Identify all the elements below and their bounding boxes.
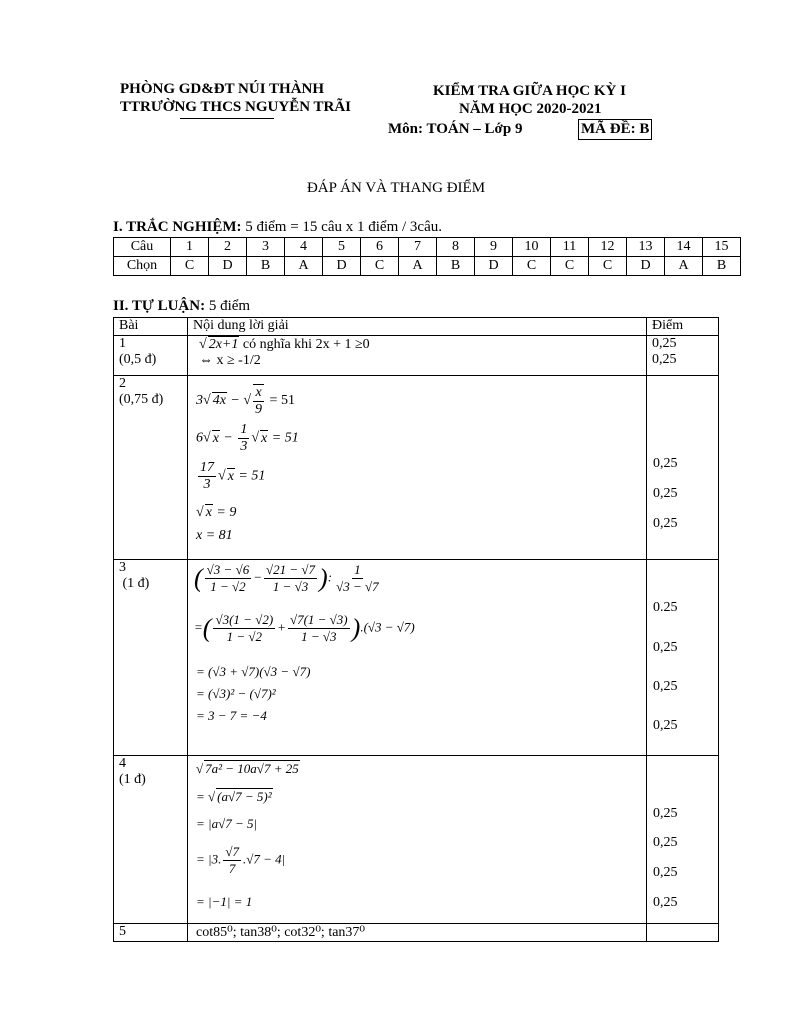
sqrt-symbol: √ — [196, 761, 204, 776]
q4-line-5: = |−1| = 1 — [196, 894, 253, 909]
sqrt-symbol: √ — [199, 337, 207, 352]
header-underline — [180, 118, 274, 119]
mcq-answer: D — [475, 257, 513, 276]
mcq-q-num: 12 — [589, 238, 627, 257]
school-name: TTRƯỜNG THCS NGUYỄN TRÃI — [120, 99, 352, 115]
school-year: NĂM HỌC 2020-2021 — [459, 101, 602, 117]
mcq-answer: C — [361, 257, 399, 276]
solution-header-row — [114, 318, 719, 336]
q2-l2-coef: 6 — [196, 430, 203, 446]
col-header-content: Nội dung lời giải — [188, 318, 647, 336]
part2-heading — [113, 298, 250, 315]
q4-line-4 — [196, 844, 285, 877]
q2-score-1: 0,25 — [653, 456, 678, 471]
paren-open: ( — [202, 613, 212, 643]
exam-code: MÃ ĐỀ: B — [578, 119, 652, 140]
problem-row-5 — [114, 924, 719, 942]
problem-row-2 — [114, 376, 719, 560]
mcq-q-num: 6 — [361, 238, 399, 257]
paren-close: ) — [319, 563, 328, 593]
problem-2-points: (0,75 đ) — [119, 392, 164, 407]
q3-l1-f3-den: √3 − √7 — [336, 579, 379, 594]
sqrt-symbol: √ — [218, 468, 226, 484]
problem-2-number: 2 — [119, 376, 126, 391]
mcq-answer: A — [399, 257, 437, 276]
q3-l2-f1-num: √3(1 − √2) — [215, 612, 274, 627]
q4-l4-frac — [223, 844, 241, 877]
q2-line-2: 6√ x − $\frac{1}{3}$ √ x = 51 — [196, 422, 299, 454]
q2-l1-rad: 4x — [212, 393, 226, 409]
mcq-q-num: 15 — [703, 238, 741, 257]
problem-5-content: cot85⁰; tan38⁰; cot32⁰; tan37⁰ — [188, 924, 647, 942]
part1-label: I. TRẮC NGHIỆM: — [113, 219, 242, 235]
q2-l3-den: 3 — [203, 477, 211, 492]
problem-4-number: 4 — [119, 756, 126, 771]
mcq-answer: C — [551, 257, 589, 276]
q3-line-2: =( $\frac{√3(1 - √2)}{1 - √2}$ + $\frac{√7(1 - √3)}{1 - √3}$ ).(√3 − √7) — [194, 612, 415, 644]
problem-4-solution — [188, 756, 647, 924]
q3-l1-f3-num: 1 — [354, 562, 361, 577]
q2-l1-den: 9 — [255, 402, 263, 417]
mcq-question-label: Câu — [114, 238, 171, 257]
mcq-answer: D — [209, 257, 247, 276]
q3-l2-frac-1 — [213, 612, 275, 645]
q3-score-3: 0,25 — [653, 679, 678, 694]
q2-l3-frac — [198, 460, 216, 493]
problem-row-3 — [114, 560, 719, 756]
mcq-answer: C — [513, 257, 551, 276]
q4-l4-a: = |3. — [196, 851, 222, 867]
q3-line-4: = (√3)² − (√7)² — [196, 686, 276, 701]
q3-l1-frac-2 — [264, 562, 317, 595]
problem-2-label — [114, 376, 188, 560]
subject-grade: Môn: TOÁN – Lớp 9 — [388, 121, 523, 137]
q2-l1-coef: 3 — [196, 393, 203, 409]
part1-heading — [113, 219, 442, 236]
paren-open: ( — [194, 563, 203, 593]
q2-score-3: 0,25 — [653, 516, 678, 531]
q1-condition: có nghĩa khi 2x + 1 ≥0 — [242, 337, 370, 352]
problem-4-label — [114, 756, 188, 924]
mcq-answer: A — [285, 257, 323, 276]
problem-3-number: 3 — [119, 560, 126, 575]
q3-line-1: ( $\frac{√3 - √6}{1 - √2}$ − $\frac{√21 - √7}{1 - √3}$ ): $\frac{1}{√3 - √7}$ — [194, 562, 379, 594]
q4-l4-num: √7 — [225, 844, 239, 859]
mcq-answer: D — [323, 257, 361, 276]
q4-l4-b: .√7 − 4| — [243, 851, 286, 867]
q4-line-3: = |a√7 − 5| — [196, 816, 258, 831]
q4-score-4: 0,25 — [653, 895, 678, 910]
mcq-q-num: 8 — [437, 238, 475, 257]
col-header-score: Điểm — [647, 318, 719, 336]
sqrt-symbol: √ — [251, 430, 260, 446]
mcq-answer-label: Chọn — [114, 257, 171, 276]
q4-line-1 — [196, 760, 300, 777]
exam-title: KIỂM TRA GIỮA HỌC KỲ I — [433, 83, 626, 99]
mcq-q-num: 3 — [247, 238, 285, 257]
q1-score-1: 0,25 — [652, 336, 677, 351]
mcq-q-num: 10 — [513, 238, 551, 257]
problem-row-4 — [114, 756, 719, 924]
q3-score-2: 0,25 — [653, 640, 678, 655]
sqrt-symbol: √ — [208, 789, 216, 804]
q2-l2-rad: x — [212, 430, 219, 446]
q2-l2-frac — [238, 422, 249, 455]
problem-2-scores — [647, 376, 719, 560]
sqrt-symbol: √ — [203, 430, 211, 446]
q3-l1-f2-den: 1 − √3 — [272, 579, 309, 594]
q2-line-5: x = 81 — [196, 528, 233, 543]
sqrt-symbol: √ — [243, 393, 252, 409]
answer-key-title: ĐÁP ÁN VÀ THANG ĐIỂM — [306, 180, 486, 196]
problem-4-scores — [647, 756, 719, 924]
q3-l2-f2-num: √7(1 − √3) — [289, 612, 348, 627]
q3-score-1: 0.25 — [653, 600, 678, 615]
q3-l1-frac-1 — [205, 562, 252, 595]
q1-line-1 — [199, 336, 646, 353]
q2-line-1: 3√ 4x − √ $\frac{x}{9}$ = 51 — [196, 385, 295, 417]
mcq-q-num: 14 — [665, 238, 703, 257]
paren-close: ) — [351, 613, 361, 643]
mcq-q-num: 2 — [209, 238, 247, 257]
mcq-answer: C — [171, 257, 209, 276]
q4-line-2: = √ (a√7 − 5)² — [196, 789, 272, 804]
problem-1-points: (0,5 đ) — [119, 352, 157, 367]
mcq-answer: C — [589, 257, 627, 276]
q3-l1-f1-num: √3 − √6 — [206, 562, 250, 577]
mcq-q-num: 4 — [285, 238, 323, 257]
q3-l2-f2-den: 1 − √3 — [301, 629, 337, 644]
part2-label: II. TỰ LUẬN: — [113, 298, 206, 314]
problem-3-solution — [188, 560, 647, 756]
col-header-bai: Bài — [114, 318, 188, 336]
solution-table — [113, 317, 719, 942]
mcq-answer: B — [437, 257, 475, 276]
q3-line-5: = 3 − 7 = −4 — [196, 708, 267, 723]
problem-1-scores — [647, 336, 719, 376]
problem-5-score — [647, 924, 719, 942]
q2-l3-rhs: = 51 — [238, 468, 266, 484]
mcq-q-num: 7 — [399, 238, 437, 257]
q3-l2-f1-den: 1 − √2 — [226, 629, 263, 644]
problem-1-label — [114, 336, 188, 376]
problem-row-1 — [114, 336, 719, 376]
q2-l3-rad: x — [227, 468, 234, 484]
q3-l2-tail: .(√3 − √7) — [360, 619, 415, 635]
q2-score-2: 0,25 — [653, 486, 678, 501]
part2-desc: 5 điểm — [205, 298, 251, 314]
q4-score-3: 0,25 — [653, 865, 678, 880]
q1-radicand: 2x+1 — [208, 337, 239, 352]
q3-l1-f1-den: 1 − √2 — [210, 579, 246, 594]
mcq-q-num: 13 — [627, 238, 665, 257]
mcq-answer-row — [114, 257, 741, 276]
q2-l1-num: x — [255, 385, 262, 400]
q1-line-2: ⇔ x ≥ -1/2 — [199, 353, 261, 368]
mcq-q-num: 5 — [323, 238, 361, 257]
problem-3-scores — [647, 560, 719, 756]
part1-desc: 5 điểm = 15 câu x 1 điểm / 3câu. — [241, 219, 442, 235]
problem-1-solution — [188, 336, 647, 376]
problem-1-number: 1 — [119, 336, 126, 351]
q3-l1-frac-3 — [334, 562, 381, 595]
q2-line-3 — [196, 460, 265, 493]
sqrt-symbol: √ — [196, 505, 204, 520]
q2-l4-rad: x — [205, 505, 212, 520]
q3-score-4: 0,25 — [653, 718, 678, 733]
department-name: PHÒNG GD&ĐT NÚI THÀNH — [120, 81, 325, 97]
sqrt-symbol: √ — [203, 393, 211, 409]
q4-l1-rad: 7a² − 10a√7 + 25 — [205, 761, 299, 776]
q2-l1-frac — [253, 384, 264, 418]
q1-score-2: 0,25 — [652, 352, 677, 367]
problem-3-points: (1 đ) — [119, 576, 150, 591]
mcq-answer: B — [247, 257, 285, 276]
q3-line-3: = (√3 + √7)(√3 − √7) — [196, 664, 311, 679]
q2-l3-num: 17 — [200, 460, 214, 475]
mcq-answer: A — [665, 257, 703, 276]
q2-l4-rhs: = 9 — [216, 505, 237, 520]
problem-4-points: (1 đ) — [119, 772, 146, 787]
q2-l2-rhs: = 51 — [271, 430, 299, 446]
q2-line-4 — [196, 504, 236, 521]
mcq-answer: B — [703, 257, 741, 276]
q2-l2-den: 3 — [240, 439, 248, 454]
q4-score-1: 0,25 — [653, 806, 678, 821]
problem-3-label — [114, 560, 188, 756]
q3-l1-f2-num: √21 − √7 — [266, 562, 316, 577]
problem-2-solution — [188, 376, 647, 560]
mcq-question-row — [114, 238, 741, 257]
mcq-q-num: 1 — [171, 238, 209, 257]
q3-l2-frac-2 — [288, 612, 350, 645]
problem-5-number: 5 — [114, 924, 188, 942]
mcq-q-num: 9 — [475, 238, 513, 257]
mcq-answer-table — [113, 237, 741, 276]
q4-score-2: 0,25 — [653, 835, 678, 850]
q2-l2-rad2: x — [261, 430, 268, 446]
mcq-q-num: 11 — [551, 238, 589, 257]
q2-l2-num: 1 — [240, 422, 248, 437]
q4-l2-rad: (a√7 − 5)² — [217, 789, 272, 804]
mcq-answer: D — [627, 257, 665, 276]
q4-l4-den: 7 — [228, 861, 236, 876]
q2-l1-rhs: = 51 — [269, 393, 295, 409]
